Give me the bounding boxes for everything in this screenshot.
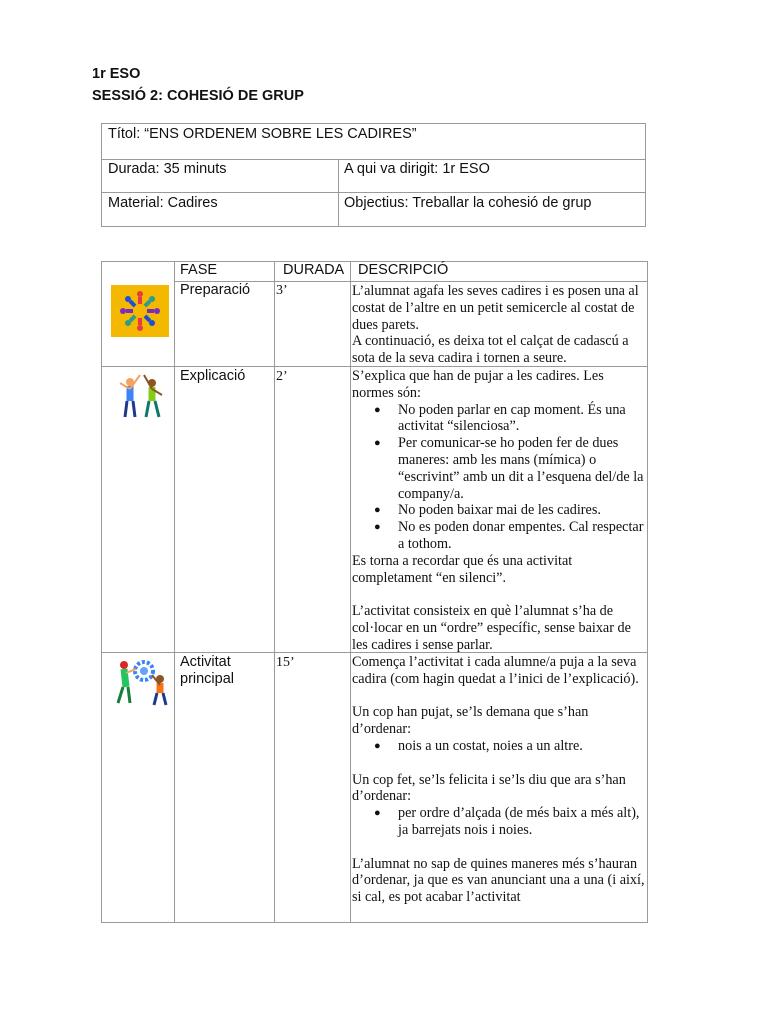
paragraph: Un cop fet, se’ls felicita i se’ls diu que ara s’han d’ordenar: (352, 771, 626, 805)
description-explicacio (352, 368, 648, 654)
duration-preparacio: 3’ (276, 283, 288, 298)
paragraph: S’explica que han de pujar a les cadires. Les normes són: (352, 368, 604, 401)
material-cell: Material: Cadires (108, 195, 218, 211)
divider (338, 159, 339, 226)
rules-list (352, 402, 648, 553)
list-item: ● Per comunicar-se ho poden fer de dues maneres: amb les mans (mímica) o “escrivint” amb un dit a l’esquena del/de la company/a. (352, 435, 648, 502)
order-list (352, 738, 648, 755)
phase-activitat-principal: Activitat principal (180, 654, 234, 687)
list-item: ● No poden baixar mai de les cadires. (352, 502, 648, 519)
divider (174, 262, 175, 922)
list-item: ● per ordre d’alçada (de més baix a més alt), ja barrejats nois i noies. (352, 805, 648, 839)
session-heading: SESSIÓ 2: COHESIÓ DE GRUP (92, 88, 304, 104)
activity-table (101, 261, 648, 923)
header-duration: DURADA (283, 262, 345, 278)
phase-preparacio: Preparació (180, 282, 251, 298)
paragraph: Un cop han pujat, se’ls demana que s’han d’ordenar: (352, 704, 589, 738)
paragraph: L’alumnat no sap de quines maneres més s’hauran d’ordenar, ja que es van anunciant una a una (i així, si cal, es pot acabar l’activitat (352, 855, 645, 906)
duration-cell: Durada: 35 minuts (108, 161, 227, 177)
phase-explicacio: Explicació (180, 368, 246, 384)
people-gear-icon (112, 657, 172, 707)
paragraph: L’alumnat agafa les seves cadires i es posen una al costat de l’altre en un petit semicercle al costat de dues parets. (352, 283, 639, 333)
list-item: ● No es poden donar empentes. Cal respectar a tothom. (352, 519, 648, 553)
activity-title: Títol: “ENS ORDENEM SOBRE LES CADIRES” (108, 126, 417, 142)
duration-explicacio: 2’ (276, 369, 288, 384)
divider (102, 192, 645, 193)
objectives-cell: Objectius: Treballar la cohesió de grup (344, 195, 592, 211)
info-table (101, 123, 646, 227)
description-activitat-principal (352, 654, 648, 906)
divider (102, 652, 647, 653)
two-people-highfive-icon (114, 371, 170, 421)
order-list (352, 805, 648, 839)
header-phase: FASE (180, 262, 218, 278)
paragraph: Comença l’activitat i cada alumne/a puja a la seva cadira (com hagin quedat a l’inici de l’explicació). (352, 654, 639, 687)
audience-cell: A qui va dirigit: 1r ESO (344, 161, 490, 177)
paragraph: Es torna a recordar que és una activitat completament “en silenci”. (352, 552, 573, 586)
divider (274, 262, 275, 922)
list-item: ● nois a un costat, noies a un altre. (352, 738, 648, 755)
paragraph: L’activitat consisteix en què l’alumnat s’ha de col·locar en un “ordre” específic, sense baixar de les cadires i sense parlar. (352, 603, 631, 653)
divider (350, 262, 351, 922)
people-circle-icon (111, 285, 169, 337)
grade-heading: 1r ESO (92, 66, 141, 82)
duration-activitat-principal: 15’ (276, 655, 295, 670)
paragraph: A continuació, es deixa tot el calçat de cadascú a sota de la seva cadira i tornen a seure. (352, 333, 629, 367)
divider (102, 159, 645, 160)
list-item: ● No poden parlar en cap moment. És una activitat “silenciosa”. (352, 402, 648, 436)
divider (102, 366, 647, 367)
description-preparacio (352, 283, 648, 367)
header-description: DESCRIPCIÓ (358, 262, 449, 278)
